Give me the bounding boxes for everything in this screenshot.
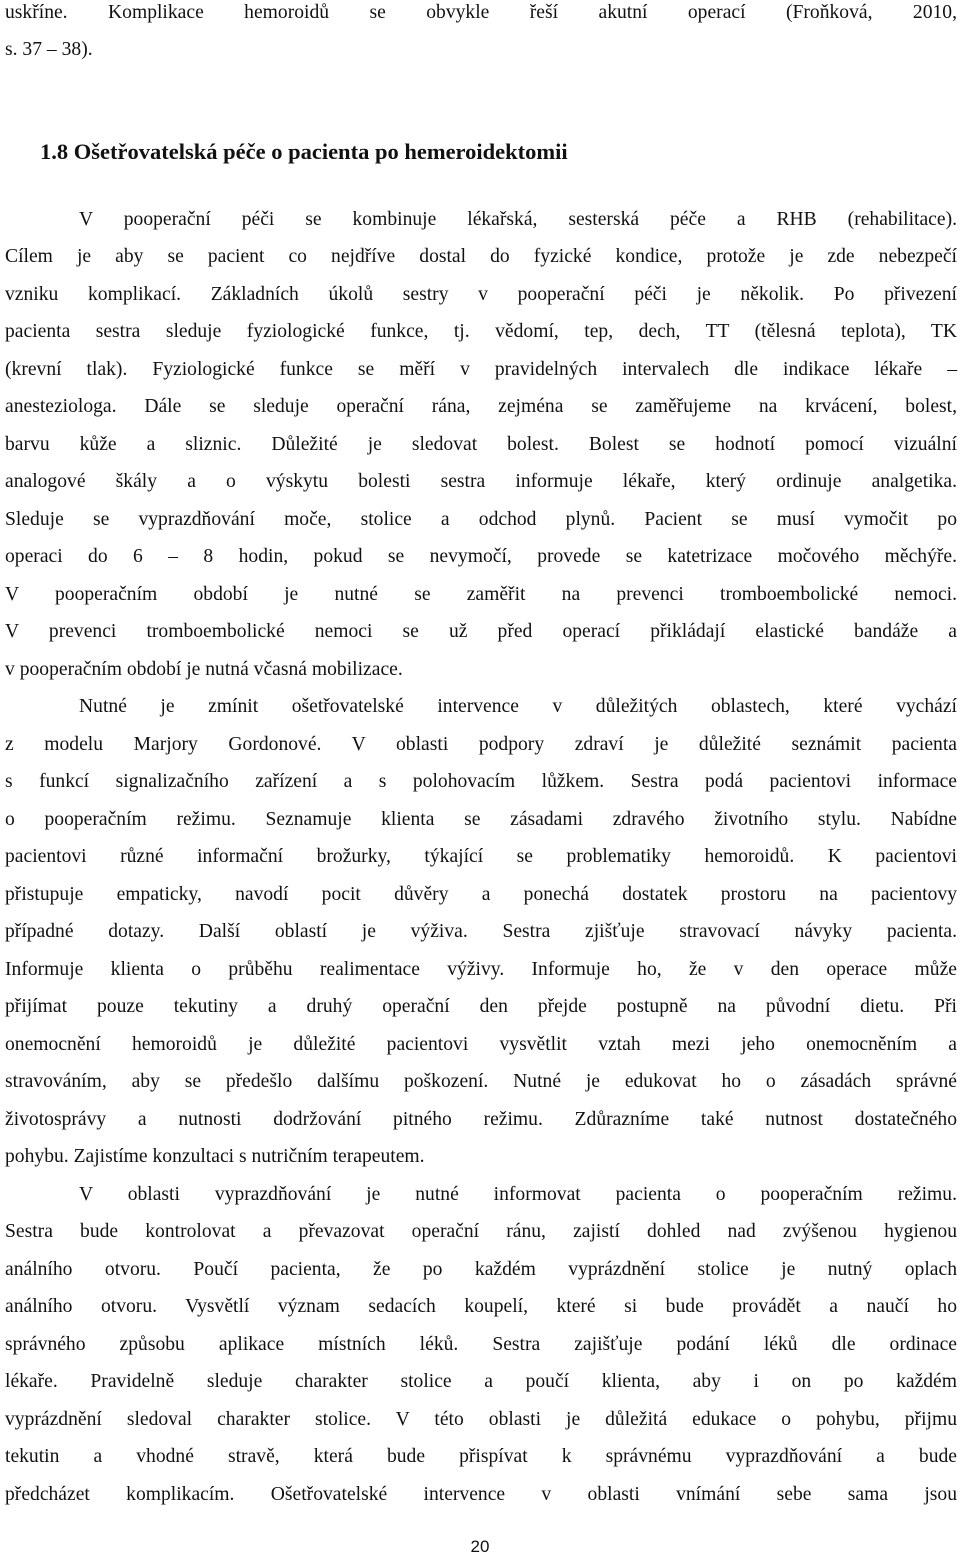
- text-line: z modelu Marjory Gordonové. V oblasti podpory zdraví je důležité seznámit pacienta: [5, 734, 957, 755]
- text-line: Cílem je aby se pacient co nejdříve dostal do fyzické kondice, protože je zde nebezpečí: [5, 246, 957, 267]
- text-line: s. 37 – 38).: [5, 39, 93, 60]
- text-line: onemocnění hemoroidů je důležité pacientovi vysvětlit vztah mezi jeho onemocněním a: [5, 1034, 957, 1055]
- text-line: tekutin a vhodné stravě, která bude přispívat k správnému vyprazdňování a bude: [5, 1446, 957, 1467]
- text-line: V pooperační péči se kombinuje lékařská, sesterská péče a RHB (rehabilitace).: [79, 209, 957, 230]
- text-line: lékaře. Pravidelně sleduje charakter stolice a poučí klienta, aby i on po každém: [5, 1371, 957, 1392]
- text-line: anesteziologa. Dále se sleduje operační rána, zejména se zaměřujeme na krvácení, bolest,: [5, 396, 957, 417]
- text-line: (krevní tlak). Fyziologické funkce se měří v pravidelných intervalech dle indikace lékaře –: [5, 359, 957, 380]
- text-line: Sestra bude kontrolovat a převazovat operační ránu, zajistí dohled nad zvýšenou hygienou: [5, 1221, 957, 1242]
- text-line: o pooperačním režimu. Seznamuje klienta se zásadami zdravého životního stylu. Nabídne: [5, 809, 957, 830]
- text-line: případné dotazy. Další oblastí je výživa. Sestra zjišťuje stravovací návyky pacienta.: [5, 921, 957, 942]
- text-line: V prevenci tromboembolické nemoci se už před operací přikládají elastické bandáže a: [5, 621, 957, 642]
- text-line: pohybu. Zajistíme konzultaci s nutričním terapeutem.: [5, 1146, 425, 1167]
- text-line: Informuje klienta o průběhu realimentace výživy. Informuje ho, že v den operace může: [5, 959, 957, 980]
- text-line: vzniku komplikací. Základních úkolů sestry v pooperační péči je několik. Po přivezení: [5, 284, 957, 305]
- text-line: pacientovi různé informační brožurky, týkající se problematiky hemoroidů. K pacientovi: [5, 846, 957, 867]
- text-line: přijímat pouze tekutiny a druhý operační den přejde postupně na původní dietu. Při: [5, 996, 957, 1017]
- text-line: pacienta sestra sleduje fyziologické funkce, tj. vědomí, tep, dech, TT (tělesná teplota), TK: [5, 321, 957, 342]
- text-line: v pooperačním období je nutná včasná mobilizace.: [5, 659, 403, 680]
- text-line: barvu kůže a sliznic. Důležité je sledovat bolest. Bolest se hodnotí pomocí vizuální: [5, 434, 957, 455]
- text-line: Nutné je zmínit ošetřovatelské intervence v důležitých oblastech, které vychází: [79, 696, 957, 717]
- text-line: operaci do 6 – 8 hodin, pokud se nevymočí, provede se katetrizace močového měchýře.: [5, 546, 957, 567]
- text-line: stravováním, aby se předešlo dalšímu poškození. Nutné je edukovat ho o zásadách správné: [5, 1071, 957, 1092]
- text-line: V pooperačním období je nutné se zaměřit na prevenci tromboembolické nemoci.: [5, 584, 957, 605]
- section-heading: 1.8 Ošetřovatelská péče o pacienta po hemeroidektomii: [40, 139, 568, 164]
- text-line: vyprázdnění sledoval charakter stolice. V této oblasti je důležitá edukace o pohybu, přijmu: [5, 1409, 957, 1430]
- text-line: přistupuje empaticky, navodí pocit důvěry a ponechá dostatek prostoru na pacientovy: [5, 884, 957, 905]
- text-line: Sleduje se vyprazdňování moče, stolice a odchod plynů. Pacient se musí vymočit po: [5, 509, 957, 530]
- text-line: správného způsobu aplikace místních léků. Sestra zajišťuje podání léků dle ordinace: [5, 1334, 957, 1355]
- text-line: uskříne. Komplikace hemoroidů se obvykle řeší akutní operací (Froňková, 2010,: [5, 2, 957, 23]
- text-line: s funkcí signalizačního zařízení a s polohovacím lůžkem. Sestra podá pacientovi informace: [5, 771, 957, 792]
- text-line: análního otvoru. Poučí pacienta, že po každém vyprázdnění stolice je nutný oplach: [5, 1259, 957, 1280]
- text-line: životosprávy a nutnosti dodržování pitného režimu. Zdůrazníme také nutnost dostatečného: [5, 1109, 957, 1130]
- page-number: 20: [470, 1537, 490, 1556]
- text-line: analogové škály a o výskytu bolesti sestra informuje lékaře, který ordinuje analgetika.: [5, 471, 957, 492]
- text-line: análního otvoru. Vysvětlí význam sedacích koupelí, které si bude provádět a naučí ho: [5, 1296, 957, 1317]
- text-line: V oblasti vyprazdňování je nutné informovat pacienta o pooperačním režimu.: [79, 1184, 957, 1205]
- text-line: předcházet komplikacím. Ošetřovatelské intervence v oblasti vnímání sebe sama jsou: [5, 1484, 957, 1505]
